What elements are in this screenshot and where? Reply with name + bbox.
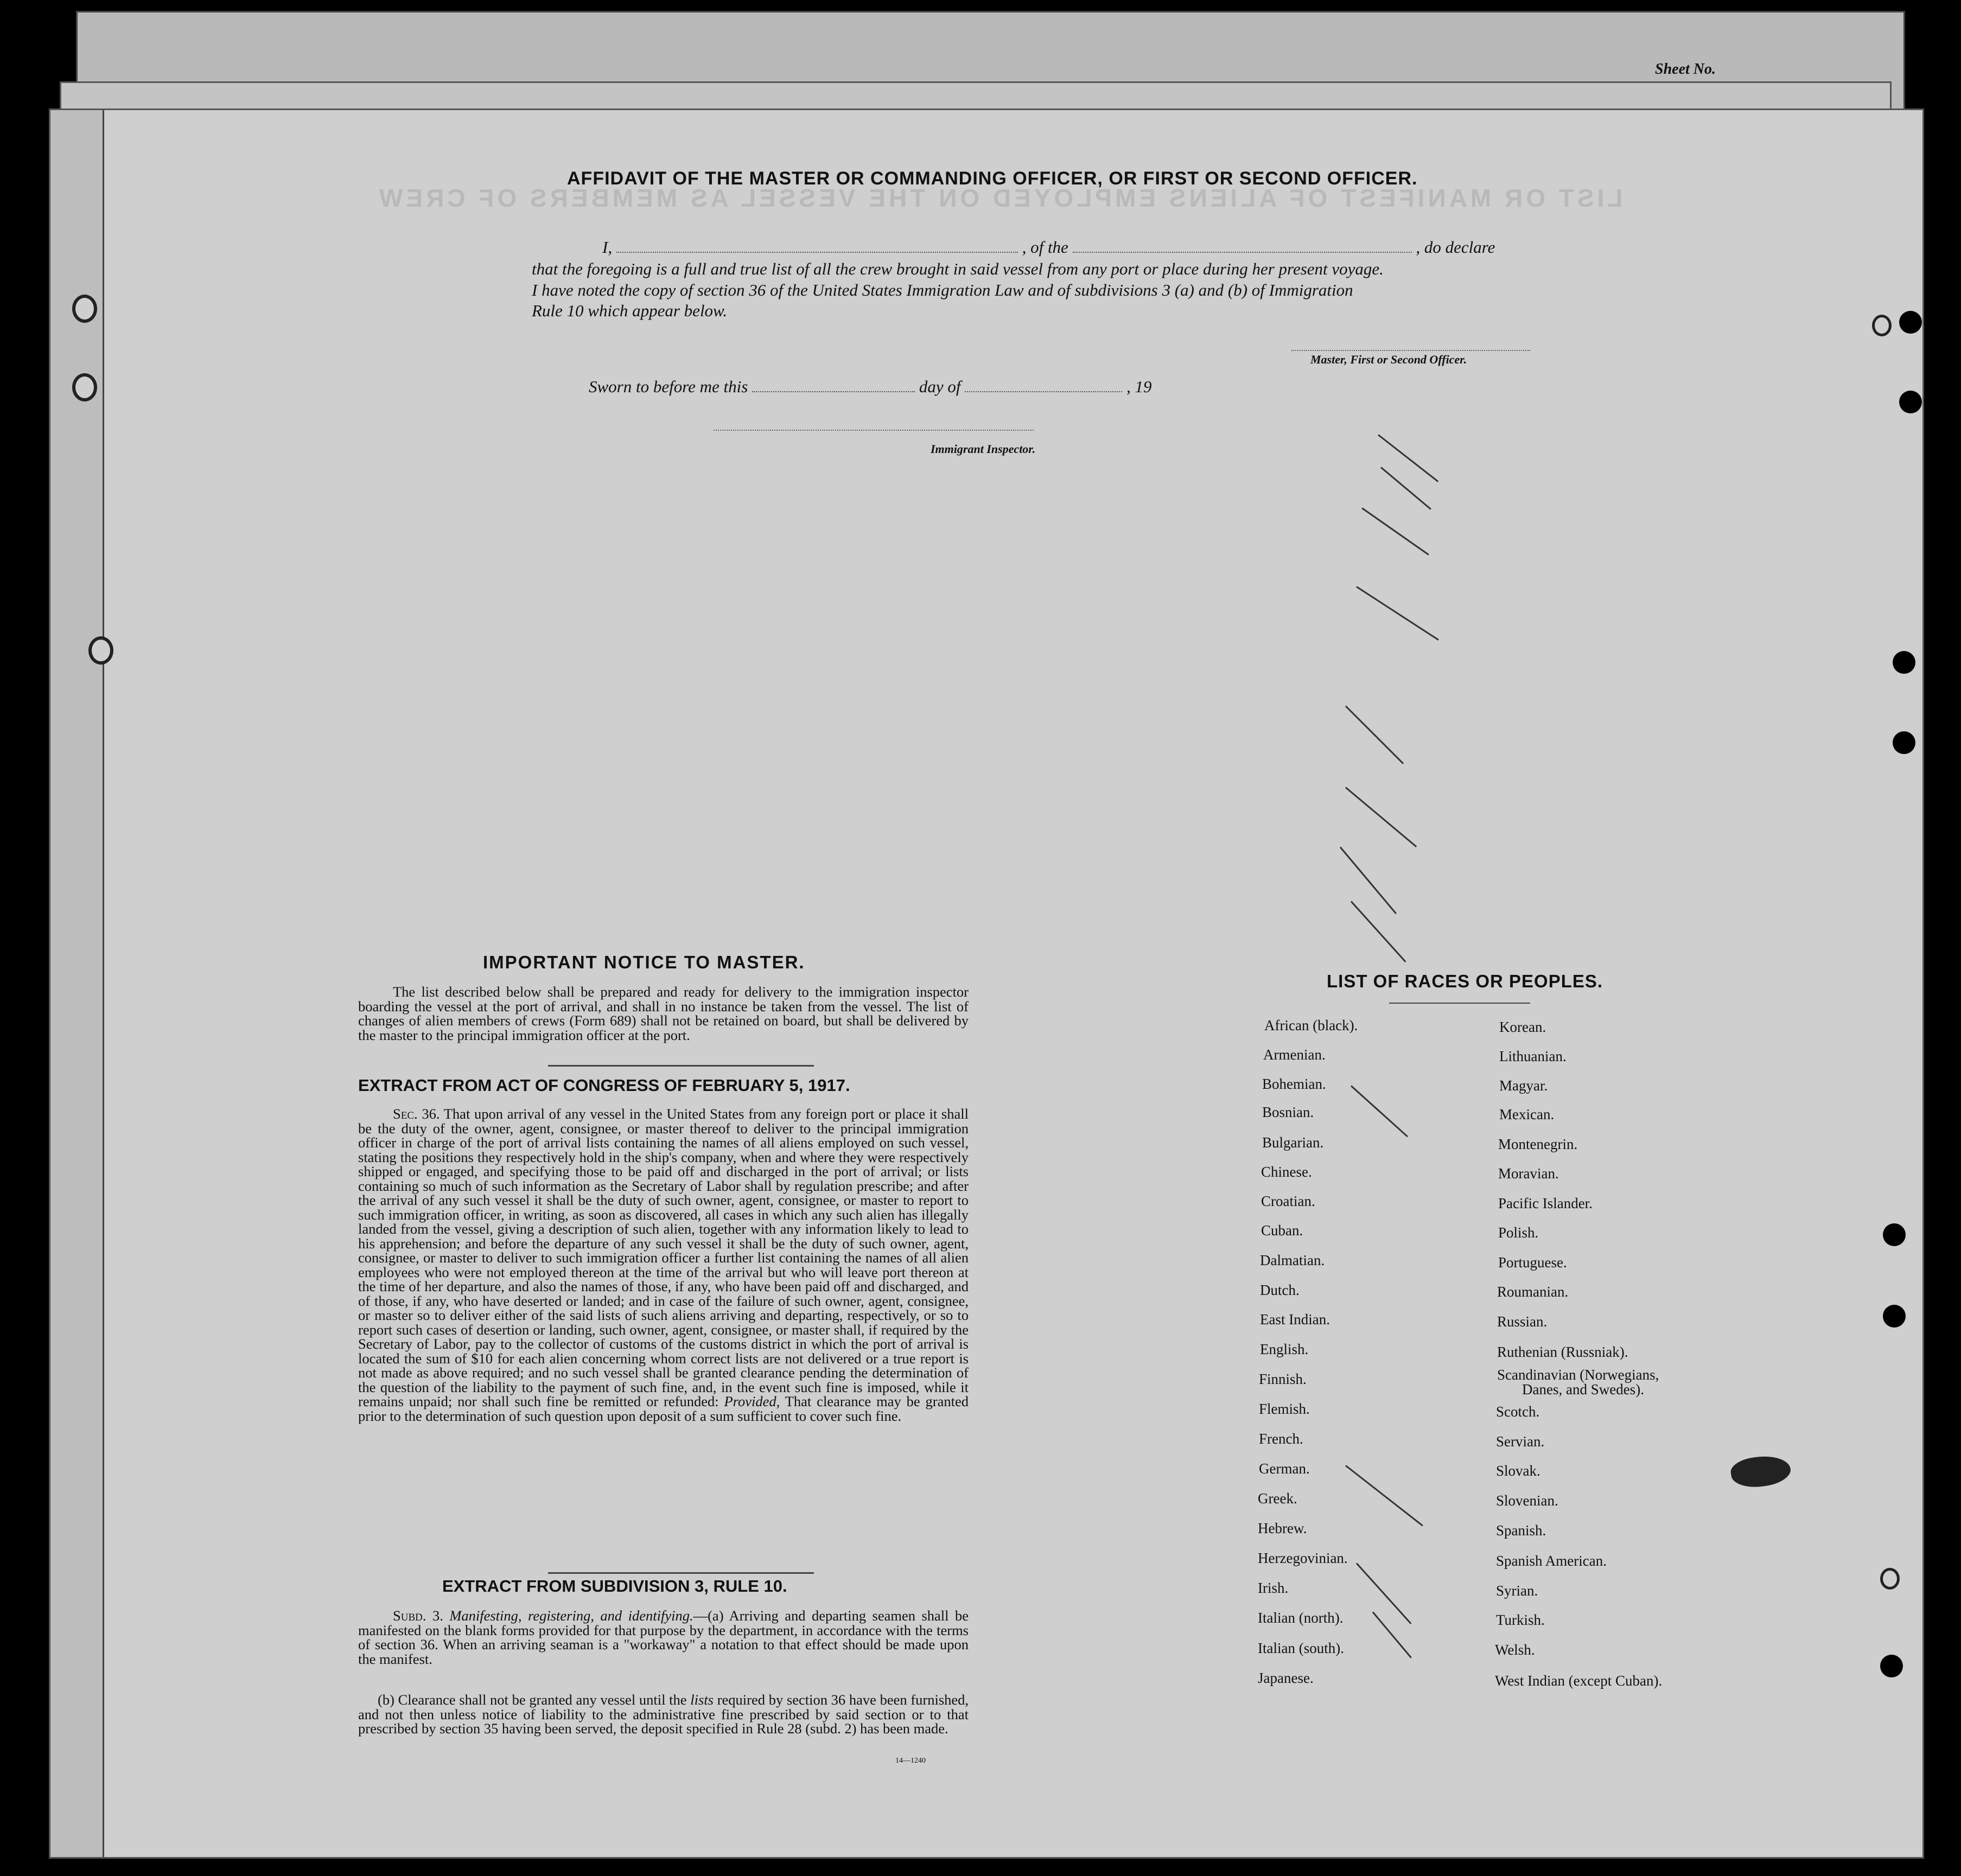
race-item: German. (1259, 1460, 1310, 1477)
race-item: Armenian. (1263, 1047, 1326, 1063)
race-item: Italian (north). (1258, 1610, 1344, 1626)
provided-word: Provided, (724, 1393, 780, 1409)
race-item: Greek. (1258, 1490, 1297, 1507)
race-item: Montenegrin. (1498, 1136, 1578, 1152)
race-item: Roumanian. (1497, 1284, 1569, 1300)
para-b-start: Clearance shall not be granted any vessel until the (398, 1692, 687, 1708)
vessel-blank (1073, 240, 1412, 253)
race-item: Cuban. (1261, 1222, 1303, 1239)
race-item: Ruthenian (Russniak). (1497, 1344, 1628, 1360)
race-item: Chinese. (1261, 1164, 1312, 1180)
sheet-number-label: Sheet No. (1655, 61, 1716, 78)
race-item: Herzegovinian. (1258, 1550, 1348, 1566)
year-text: , 19 (1126, 377, 1152, 396)
race-item: Korean. (1499, 1019, 1546, 1035)
race-item: African (black). (1264, 1017, 1358, 1033)
rule-paragraph-a (358, 1609, 969, 1666)
section-text-end: That clearance may be granted prior to the determination of such question upon deposit of a sum sufficient to cover such fine. (358, 1393, 969, 1424)
race-item: Moravian. (1498, 1165, 1559, 1182)
left-binding-hole-3 (88, 636, 113, 665)
inspector-caption: Immigrant Inspector. (931, 442, 1036, 456)
day-blank (752, 379, 915, 392)
race-item: Bohemian. (1262, 1076, 1326, 1092)
race-item: Magyar. (1499, 1077, 1548, 1094)
race-item: Japanese. (1258, 1670, 1314, 1686)
divider (548, 1572, 814, 1574)
day-of-text: day of (919, 377, 961, 396)
affidavit-of-the: , of the (1022, 238, 1068, 257)
section-text: That upon arrival of any vessel in the United States from any foreign port or place it shall be the duty of the owner, agent, consignee, or master thereof to deliver to the principal immigration officer in charge of the port of arrival lists containing the names of all aliens employed on such vessel, stating the positions they respectively hold in the ship's company, when and where they were respectively shipped or engaged, and specifying those to be paid off and discharged in the port of arrival; or lists containing so much of such information as the Secretary of Labor shall by regulation prescribe; and after the arrival of any such vessel it shall be the duty of such owner, agent, consignee, or master to report to such immigration officer, in writing, as soon as discovered, all cases in which any such alien has illegally landed from the vessel, giving a description of such alien, together with any information likely to lead to his apprehension; and before the departure of any such vessel it shall be the duty of such owner, agent, consignee, or master to deliver to such immigration officer a further list containing the names of all alien employees who were not employed thereon at the time of the arrival but who will leave port thereon at the time of her departure, and also the names of those, if any, who have been paid off and discharged, and of those, if any, who have deserted or landed; and in case of the failure of such owner, agent, consignee, or master so to deliver either of the said lists of such aliens arriving and departing, respectively, or so to report such cases of desertion or landing, such owner, agent, consignee, or master shall, if required by the Secretary of Labor, pay to the collector of customs of the customs district in which the port of arrival is located the sum of $10 for each alien concerning whom correct lists are not delivered or a true report is not made as above required; and no such vessel shall be granted clearance pending the determination of the question of the liability to the payment of such fine, and, in the event such fine is imposed, while it remains unpaid; nor shall such fine be remitted or refunded: (358, 1106, 969, 1409)
races-title: LIST OF RACES OR PEOPLES. (1327, 971, 1603, 991)
act-extract-title: EXTRACT FROM ACT OF CONGRESS OF FEBRUARY 5, 1917. (358, 1076, 850, 1095)
para-b-lists: lists (690, 1692, 714, 1708)
section-label: Sec. 36. (393, 1106, 440, 1122)
affidavit-i: I, (602, 238, 613, 257)
race-item: Portuguese. (1498, 1254, 1567, 1271)
notice-body: The list described below shall be prepared and ready for delivery to the immigration inspector boarding the vessel at the port of arrival, and shall in no instance be taken from the vessel. The list of changes of alien members of crews (Form 689) shall not be retained on board, but shall be delivered by the master to the principal immigration officer at the port. (358, 984, 969, 1043)
race-item: West Indian (except Cuban). (1495, 1673, 1663, 1689)
race-item: Scandinavian (Norwegians, (1497, 1367, 1659, 1383)
affidavit-line-4: Rule 10 which appear below. (532, 301, 728, 320)
manifest-page (49, 109, 1924, 1859)
punch-hole (1893, 731, 1915, 754)
name-blank (616, 240, 1018, 253)
race-item: Welsh. (1495, 1642, 1535, 1658)
punch-hole-ring (1872, 315, 1892, 336)
master-signature-line (1291, 350, 1530, 351)
race-item: Syrian. (1496, 1583, 1538, 1599)
para-b-label: (b) (378, 1692, 394, 1708)
race-item: Dutch. (1260, 1282, 1300, 1298)
race-item: Scotch. (1496, 1403, 1540, 1420)
ghost-title: LIST OR MANIFEST OF ALIENS EMPLOYED ON THE VESSEL AS MEMBERS OF CREW (376, 184, 1623, 212)
notice-title: IMPORTANT NOTICE TO MASTER. (483, 952, 805, 972)
race-item: Pacific Islander. (1498, 1195, 1593, 1211)
race-item: Irish. (1258, 1580, 1289, 1596)
race-item: Spanish American. (1496, 1553, 1607, 1569)
race-item: Polish. (1498, 1224, 1539, 1241)
races-underline (1389, 1003, 1530, 1004)
race-item: Croatian. (1261, 1193, 1315, 1209)
affidavit-line-2: that the foregoing is a full and true list of all the crew brought in said vessel from any port or place during her present voyage. (532, 259, 1384, 278)
binding-strip (50, 110, 104, 1857)
punch-hole (1899, 311, 1922, 334)
form-number: 14—1240 (895, 1757, 926, 1765)
affidavit-line-3: I have noted the copy of section 36 of the United States Immigration Law and of subdivisions 3 (a) and (b) of Immigration (532, 280, 1353, 299)
race-item: Danes, and Swedes). (1522, 1381, 1644, 1398)
punch-hole (1880, 1655, 1903, 1677)
punch-hole (1893, 651, 1915, 674)
race-item: French. (1259, 1431, 1303, 1447)
rule-extract-title: EXTRACT FROM SUBDIVISION 3, RULE 10. (442, 1577, 787, 1596)
race-item: Bosnian. (1262, 1104, 1314, 1120)
race-item: Mexican. (1499, 1106, 1555, 1122)
race-item: Finnish. (1259, 1371, 1307, 1387)
race-item: Spanish. (1496, 1522, 1546, 1539)
sworn-text: Sworn to before me this (589, 377, 748, 396)
affidavit-line-1 (602, 238, 1495, 257)
sworn-line (589, 377, 1151, 397)
race-item: Servian. (1496, 1433, 1545, 1450)
left-binding-hole-1 (72, 295, 97, 323)
race-item: Lithuanian. (1499, 1048, 1567, 1064)
affidavit-title: AFFIDAVIT OF THE MASTER OR COMMANDING OFFICER, OR FIRST OR SECOND OFFICER. (567, 168, 1418, 189)
left-binding-hole-2 (72, 373, 97, 401)
master-caption: Master, First or Second Officer. (1310, 353, 1467, 366)
rule-paragraph-b (358, 1693, 969, 1736)
race-item: English. (1260, 1341, 1309, 1357)
punch-hole-ring (1880, 1568, 1900, 1590)
race-item: Dalmatian. (1260, 1252, 1325, 1268)
punch-hole (1883, 1223, 1906, 1246)
race-item: Hebrew. (1258, 1520, 1307, 1536)
race-item: Slovak. (1496, 1463, 1540, 1479)
race-item: Slovenian. (1496, 1492, 1558, 1509)
para-b-rest: required by section 36 have been furnished, and not then unless notice of liability to the administrative fine prescribed by said section or to that prescribed by section 35 having been served, the deposit specified in Rule 28 (subd. 2) has been made. (358, 1692, 969, 1737)
month-blank (965, 379, 1122, 392)
race-item: Flemish. (1259, 1401, 1310, 1417)
affidavit-declare: , do declare (1416, 238, 1495, 257)
race-item: Bulgarian. (1262, 1134, 1324, 1151)
inspector-signature-line (714, 430, 1034, 431)
punch-hole (1899, 391, 1922, 413)
race-item: East Indian. (1260, 1311, 1330, 1328)
race-item: Turkish. (1496, 1612, 1545, 1628)
divider (548, 1065, 814, 1067)
subd-heading: Manifesting, registering, and identifying. (449, 1607, 693, 1624)
race-item: Italian (south). (1258, 1640, 1344, 1656)
race-item: Russian. (1497, 1313, 1548, 1330)
para-a-text: —(a) Arriving and departing seamen shall be manifested on the blank forms provided for that purpose by the department, in accordance with the terms of section 36. When an arriving seaman is a "workaway" a notation to that effect should be made upon the manifest. (358, 1607, 969, 1667)
subd-label: Subd. 3. (393, 1607, 443, 1624)
act-extract-body (358, 1107, 969, 1423)
punch-hole (1883, 1305, 1906, 1328)
